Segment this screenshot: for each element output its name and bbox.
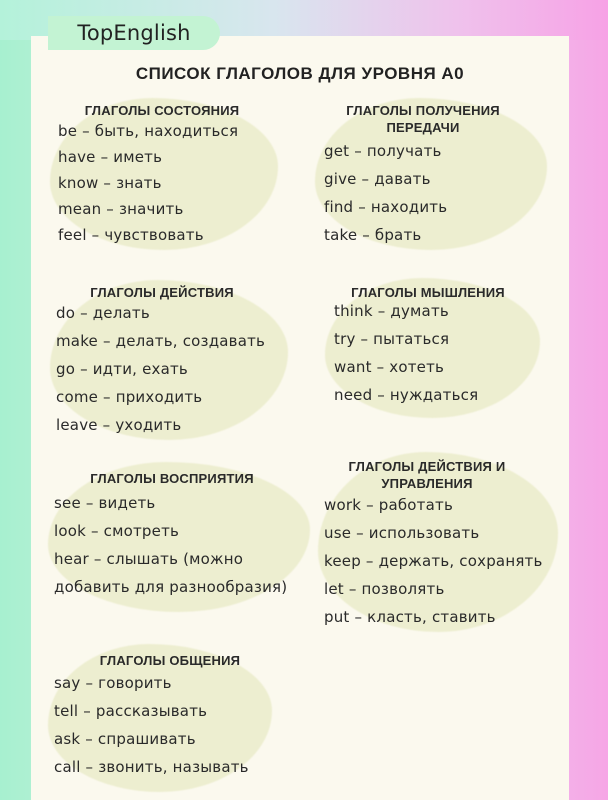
group-communication-verbs (52, 652, 272, 792)
verb-item: need – нуждаться (334, 386, 479, 404)
verb-item: try – пытаться (334, 330, 450, 348)
verb-item: find – находить (324, 198, 448, 216)
verb-item: know – знать (58, 174, 162, 192)
verb-item: have – иметь (58, 148, 163, 166)
page-title: СПИСОК ГЛАГОЛОВ ДЛЯ УРОВНЯ А0 (135, 64, 465, 83)
verb-item: ask – спрашивать (54, 730, 196, 748)
group-receive-verbs (318, 102, 538, 252)
group-title: ГЛАГОЛЫ ПОЛУЧЕНИЯ ПЕРЕДАЧИ (346, 103, 500, 135)
verb-item: look – смотреть (54, 522, 180, 540)
group-title: ГЛАГОЛЫ ДЕЙСТВИЯ И УПРАВЛЕНИЯ (348, 459, 506, 491)
verb-item: use – использовать (324, 524, 480, 542)
group-action-verbs (52, 284, 282, 434)
verb-item: call – звонить, называть (54, 758, 249, 776)
group-title: ГЛАГОЛЫ ВОСПРИЯТИЯ (90, 471, 254, 486)
verb-item: give – давать (324, 170, 431, 188)
verb-item: come – приходить (56, 388, 203, 406)
verb-item: work – работать (324, 496, 453, 514)
group-perception-verbs (52, 470, 308, 610)
verb-item: get – получать (324, 142, 442, 160)
verb-item: see – видеть (54, 494, 156, 512)
verb-item: say – говорить (54, 674, 172, 692)
verb-item: put – класть, ставить (324, 608, 496, 626)
verb-item: make – делать, создавать (56, 332, 266, 350)
brand-logo: TopEnglish (48, 16, 220, 50)
group-state-verbs (52, 102, 272, 252)
verb-item: добавить для разнообразия) (54, 578, 288, 596)
verb-item: think – думать (334, 302, 449, 320)
verb-item: take – брать (324, 226, 422, 244)
verb-item: keep – держать, сохранять (324, 552, 543, 570)
verb-item: go – идти, ехать (56, 360, 188, 378)
group-action-control-verbs (322, 458, 558, 628)
verb-item: be – быть, находиться (58, 122, 239, 140)
group-title: ГЛАГОЛЫ СОСТОЯНИЯ (84, 103, 240, 118)
verb-item: hear – слышать (можно (54, 550, 244, 568)
verb-item: let – позволять (324, 580, 445, 598)
group-title: ГЛАГОЛЫ ДЕЙСТВИЯ (90, 285, 234, 300)
group-title: ГЛАГОЛЫ ОБЩЕНИЯ (99, 653, 241, 668)
group-title: ГЛАГОЛЫ МЫШЛЕНИЯ (351, 285, 505, 300)
group-thinking-verbs (328, 284, 538, 414)
verb-item: want – хотеть (334, 358, 445, 376)
verb-item: do – делать (56, 304, 150, 322)
verb-item: leave – уходить (56, 416, 182, 434)
verb-item: tell – рассказывать (54, 702, 208, 720)
verb-item: feel – чувствовать (58, 226, 204, 244)
verb-item: mean – значить (58, 200, 184, 218)
